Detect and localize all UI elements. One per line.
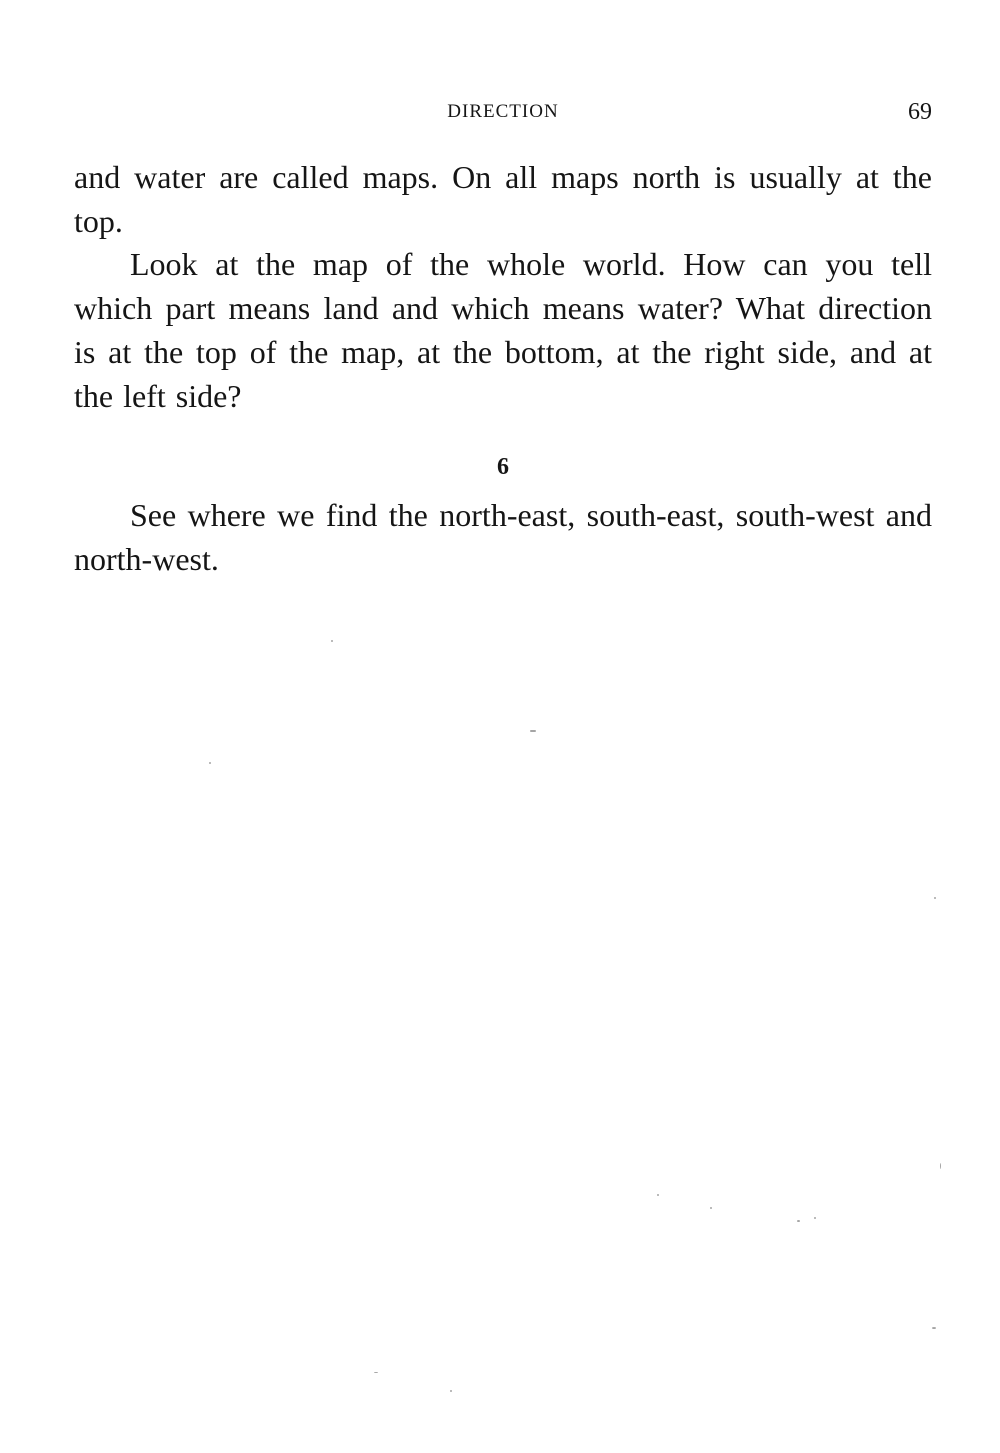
scan-speck — [710, 1207, 712, 1209]
section-number: 6 — [497, 454, 509, 480]
scan-speck — [209, 762, 211, 764]
scan-speck — [940, 1163, 941, 1169]
running-title: DIRECTION — [447, 101, 559, 122]
scan-speck — [657, 1194, 659, 1196]
scan-speck — [814, 1217, 816, 1219]
running-head — [74, 98, 932, 128]
paragraph-world-map-questions: Look at the map of the whole world. How can you tell which part means land and which means water? What direction is at the top of the map, at the bottom, at the right side, and at the left side? — [74, 246, 932, 414]
scan-speck — [934, 897, 936, 899]
scan-speck — [374, 1372, 378, 1373]
scan-speck — [530, 730, 536, 732]
paragraph-maps-definition: and water are called maps. On all maps north is usually at the top. — [74, 159, 932, 239]
scan-speck — [331, 640, 333, 642]
scan-speck — [932, 1327, 936, 1329]
paragraph-intermediate-directions: See where we find the north-east, south-east, south-west and north-west. — [74, 497, 932, 577]
scan-speck — [797, 1220, 800, 1222]
page-number: 69 — [908, 99, 932, 125]
scan-speck — [450, 1390, 452, 1392]
